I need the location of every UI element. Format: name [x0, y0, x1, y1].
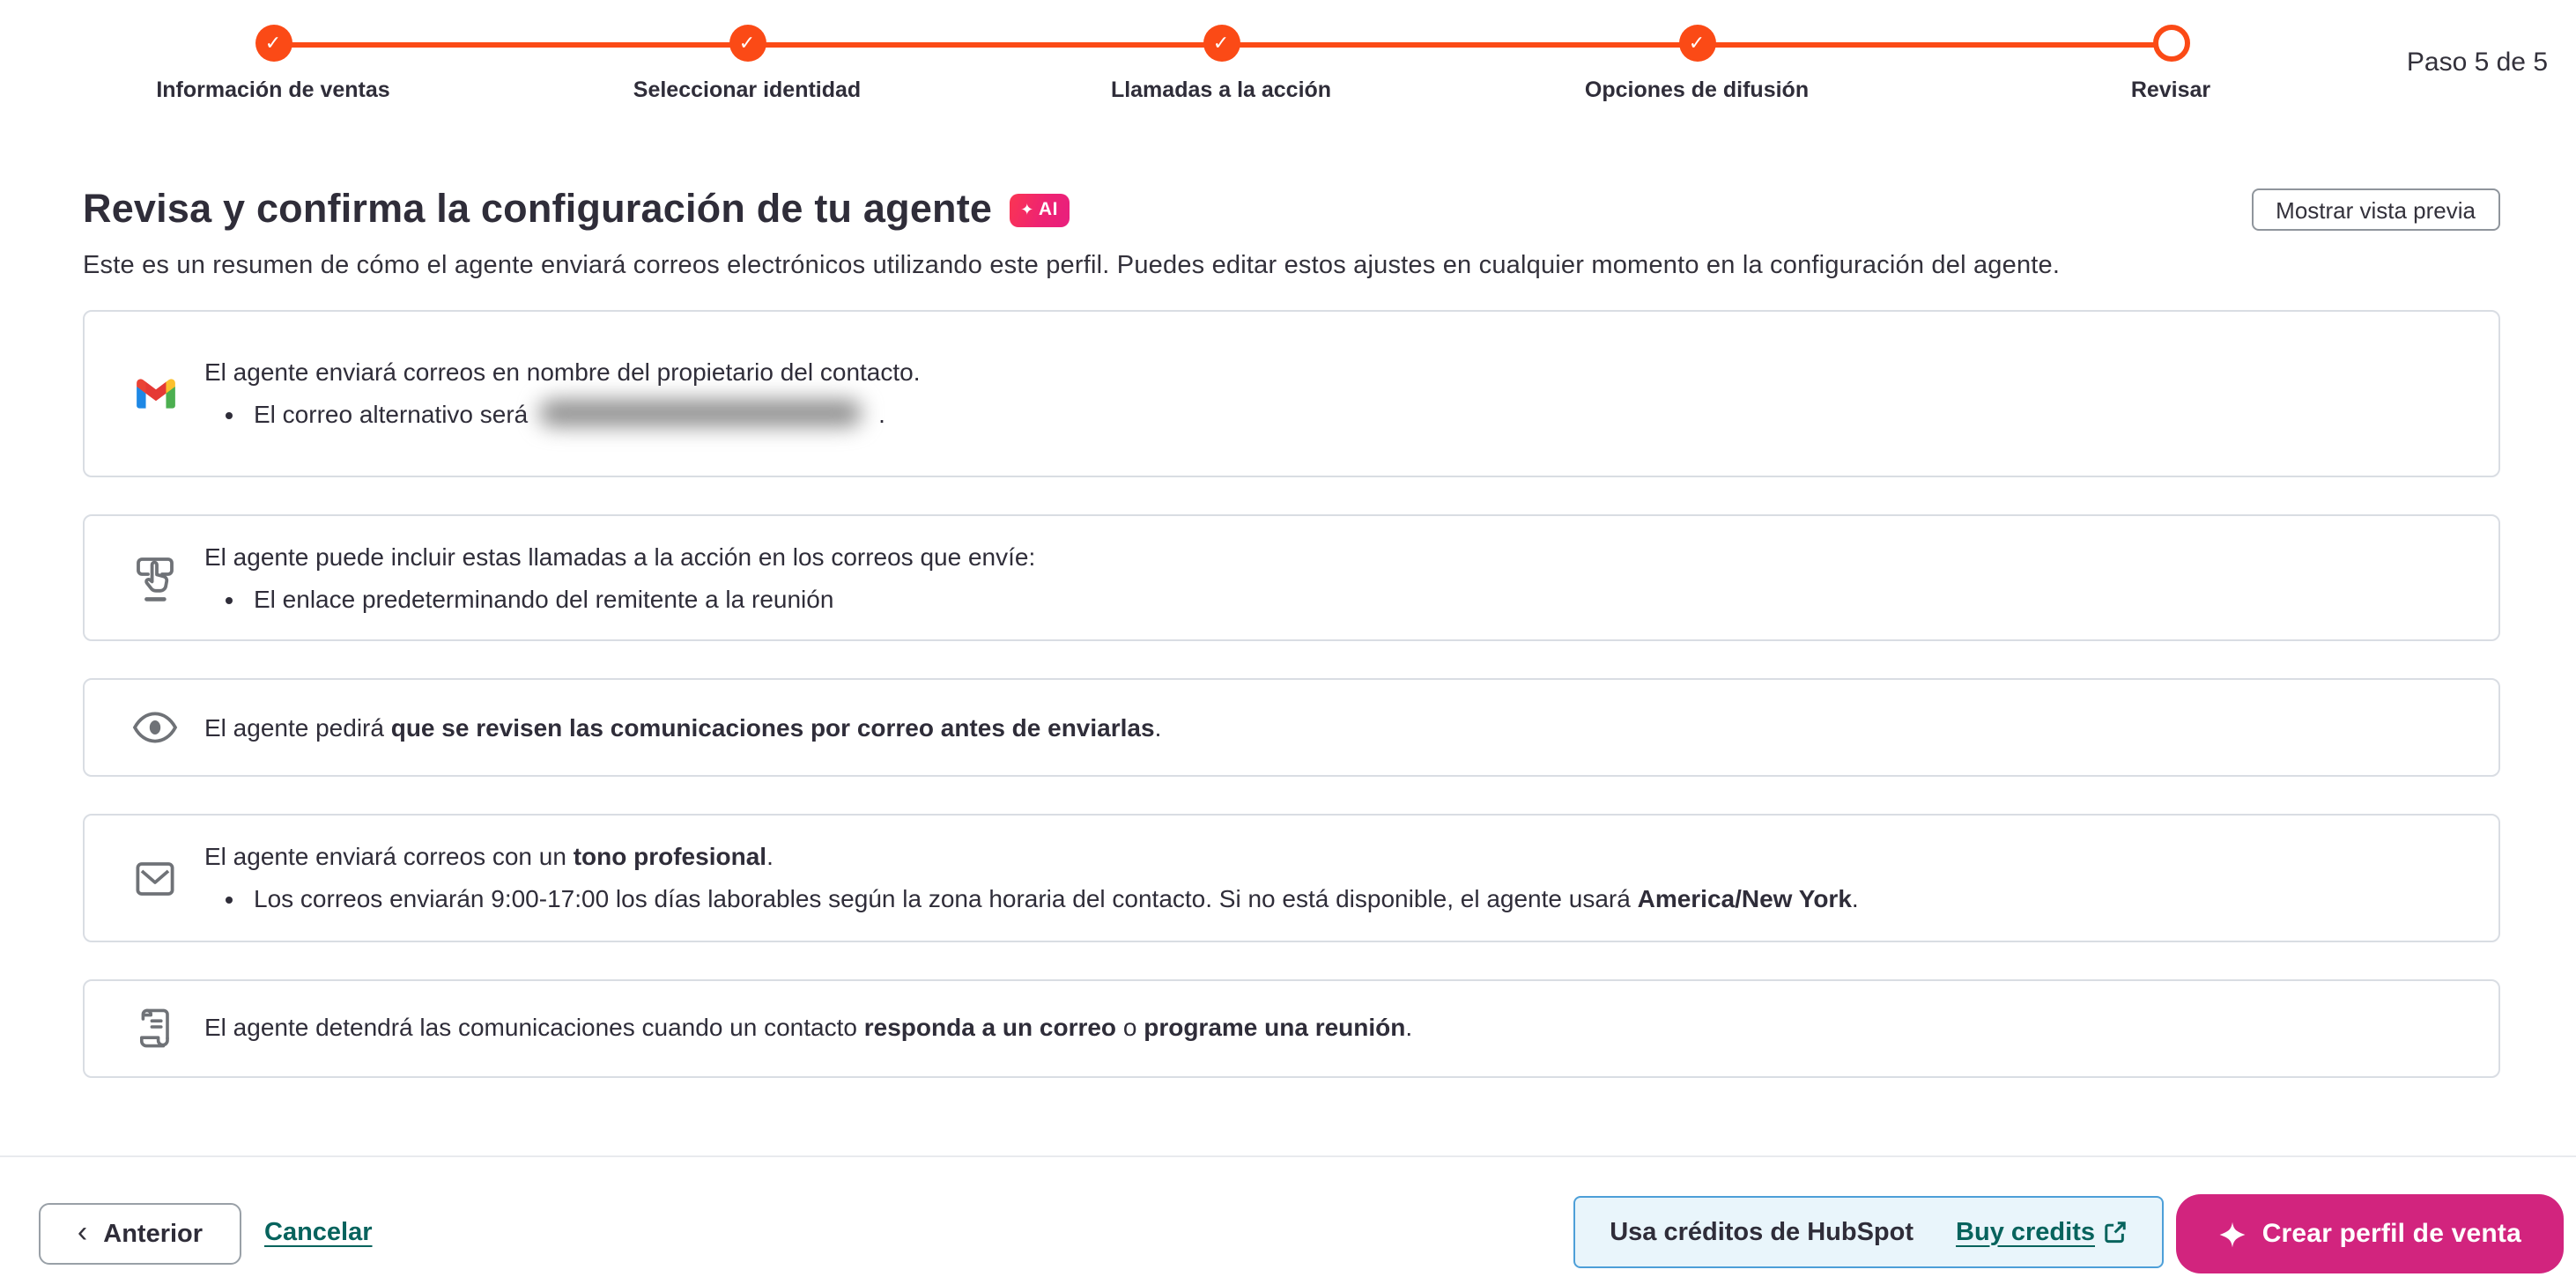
card-text: [204, 537, 1035, 619]
step-check-icon: ✓: [1203, 25, 1240, 62]
step-check-icon: ✓: [729, 25, 766, 62]
step-progress-label: Paso 5 de 5: [2406, 48, 2548, 78]
step-label: Llamadas a la acción: [1110, 78, 1332, 102]
step-check-icon: ✓: [255, 25, 292, 62]
stepper-step[interactable]: [553, 25, 941, 102]
wizard-footer: [0, 1155, 2576, 1277]
cta-click-icon: [132, 554, 178, 602]
page-subtitle: Este es un resumen de cómo el agente enviará correos electrónicos utilizando este perfil. Puedes editar estos ajustes en cualquier momento en la configuración del agente.: [83, 252, 2061, 280]
hubspot-credits-box: [1573, 1196, 2164, 1268]
review-card: [83, 679, 2500, 778]
card-main-line: El agente pedirá que se revisen las comunicaciones por correo antes de enviarlas.: [204, 713, 1162, 742]
step-label: Seleccionar identidad: [633, 78, 862, 102]
scroll-icon: [132, 1006, 178, 1050]
stepper-step[interactable]: [79, 25, 467, 102]
buy-credits-link[interactable]: Buy credits: [1956, 1218, 2127, 1246]
eye-icon: [132, 712, 178, 744]
step-check-icon: ✓: [1678, 25, 1715, 62]
gmail-icon: [132, 372, 178, 416]
back-button[interactable]: ‹ Anterior: [39, 1203, 241, 1265]
card-main-line: El agente detendrá las comunicaciones cuando un contacto responda a un correo o programe una reunión.: [204, 1013, 1413, 1042]
chevron-left-icon: ‹: [77, 1215, 88, 1249]
card-text: [204, 708, 1161, 748]
card-text: [204, 838, 1859, 919]
stepper-step[interactable]: [1977, 25, 2365, 102]
step-label: Revisar: [2130, 78, 2211, 102]
title-group: [83, 187, 1069, 233]
cancel-link[interactable]: Cancelar: [264, 1219, 373, 1247]
stepper-step[interactable]: [1027, 25, 1415, 102]
ai-badge: ✦ AI: [1010, 193, 1069, 226]
card-text: [204, 353, 921, 435]
card-main-line: El agente puede incluir estas llamadas a la acción en los correos que envíe:: [204, 543, 1036, 571]
review-card: [83, 978, 2500, 1077]
page-title: Revisa y confirma la configuración de tu agente: [83, 187, 993, 231]
stepper-step[interactable]: [1503, 25, 1891, 102]
main-content: [83, 187, 2500, 1114]
card-bullet: • El correo alternativo será .: [252, 395, 921, 434]
sparkle-icon: ✦: [1020, 200, 1034, 218]
step-label: Opciones de difusión: [1584, 78, 1810, 102]
create-sales-profile-button[interactable]: Crear perfil de venta: [2176, 1194, 2564, 1273]
credits-label: Usa créditos de HubSpot: [1610, 1218, 1914, 1246]
step-label: Información de ventas: [156, 78, 390, 102]
review-card: [83, 514, 2500, 642]
external-link-icon: [2104, 1221, 2127, 1244]
show-preview-button[interactable]: Mostrar vista previa: [2251, 188, 2500, 231]
review-card: [83, 815, 2500, 942]
review-card: [83, 310, 2500, 477]
envelope-icon: [132, 857, 178, 899]
card-bullet: • Los correos enviarán 9:00-17:00 los días laborables según la zona horaria del contacto. Si no está disponible, el agente usará America/New York.: [252, 879, 1859, 919]
step-current-icon: [2152, 25, 2189, 62]
card-bullet: • El enlace predeterminando del remitente a la reunión: [252, 579, 1035, 618]
redacted-email: [538, 400, 861, 426]
card-main-line: El agente enviará correos con un tono profesional.: [204, 842, 774, 871]
wizard-stepper: [0, 0, 2576, 127]
card-main-line: El agente enviará correos en nombre del propietario del contacto.: [204, 358, 921, 387]
card-text: [204, 1008, 1412, 1048]
sparkle-icon: [2218, 1220, 2247, 1248]
review-cards-list: [83, 310, 2500, 1077]
title-row: [83, 187, 2500, 233]
